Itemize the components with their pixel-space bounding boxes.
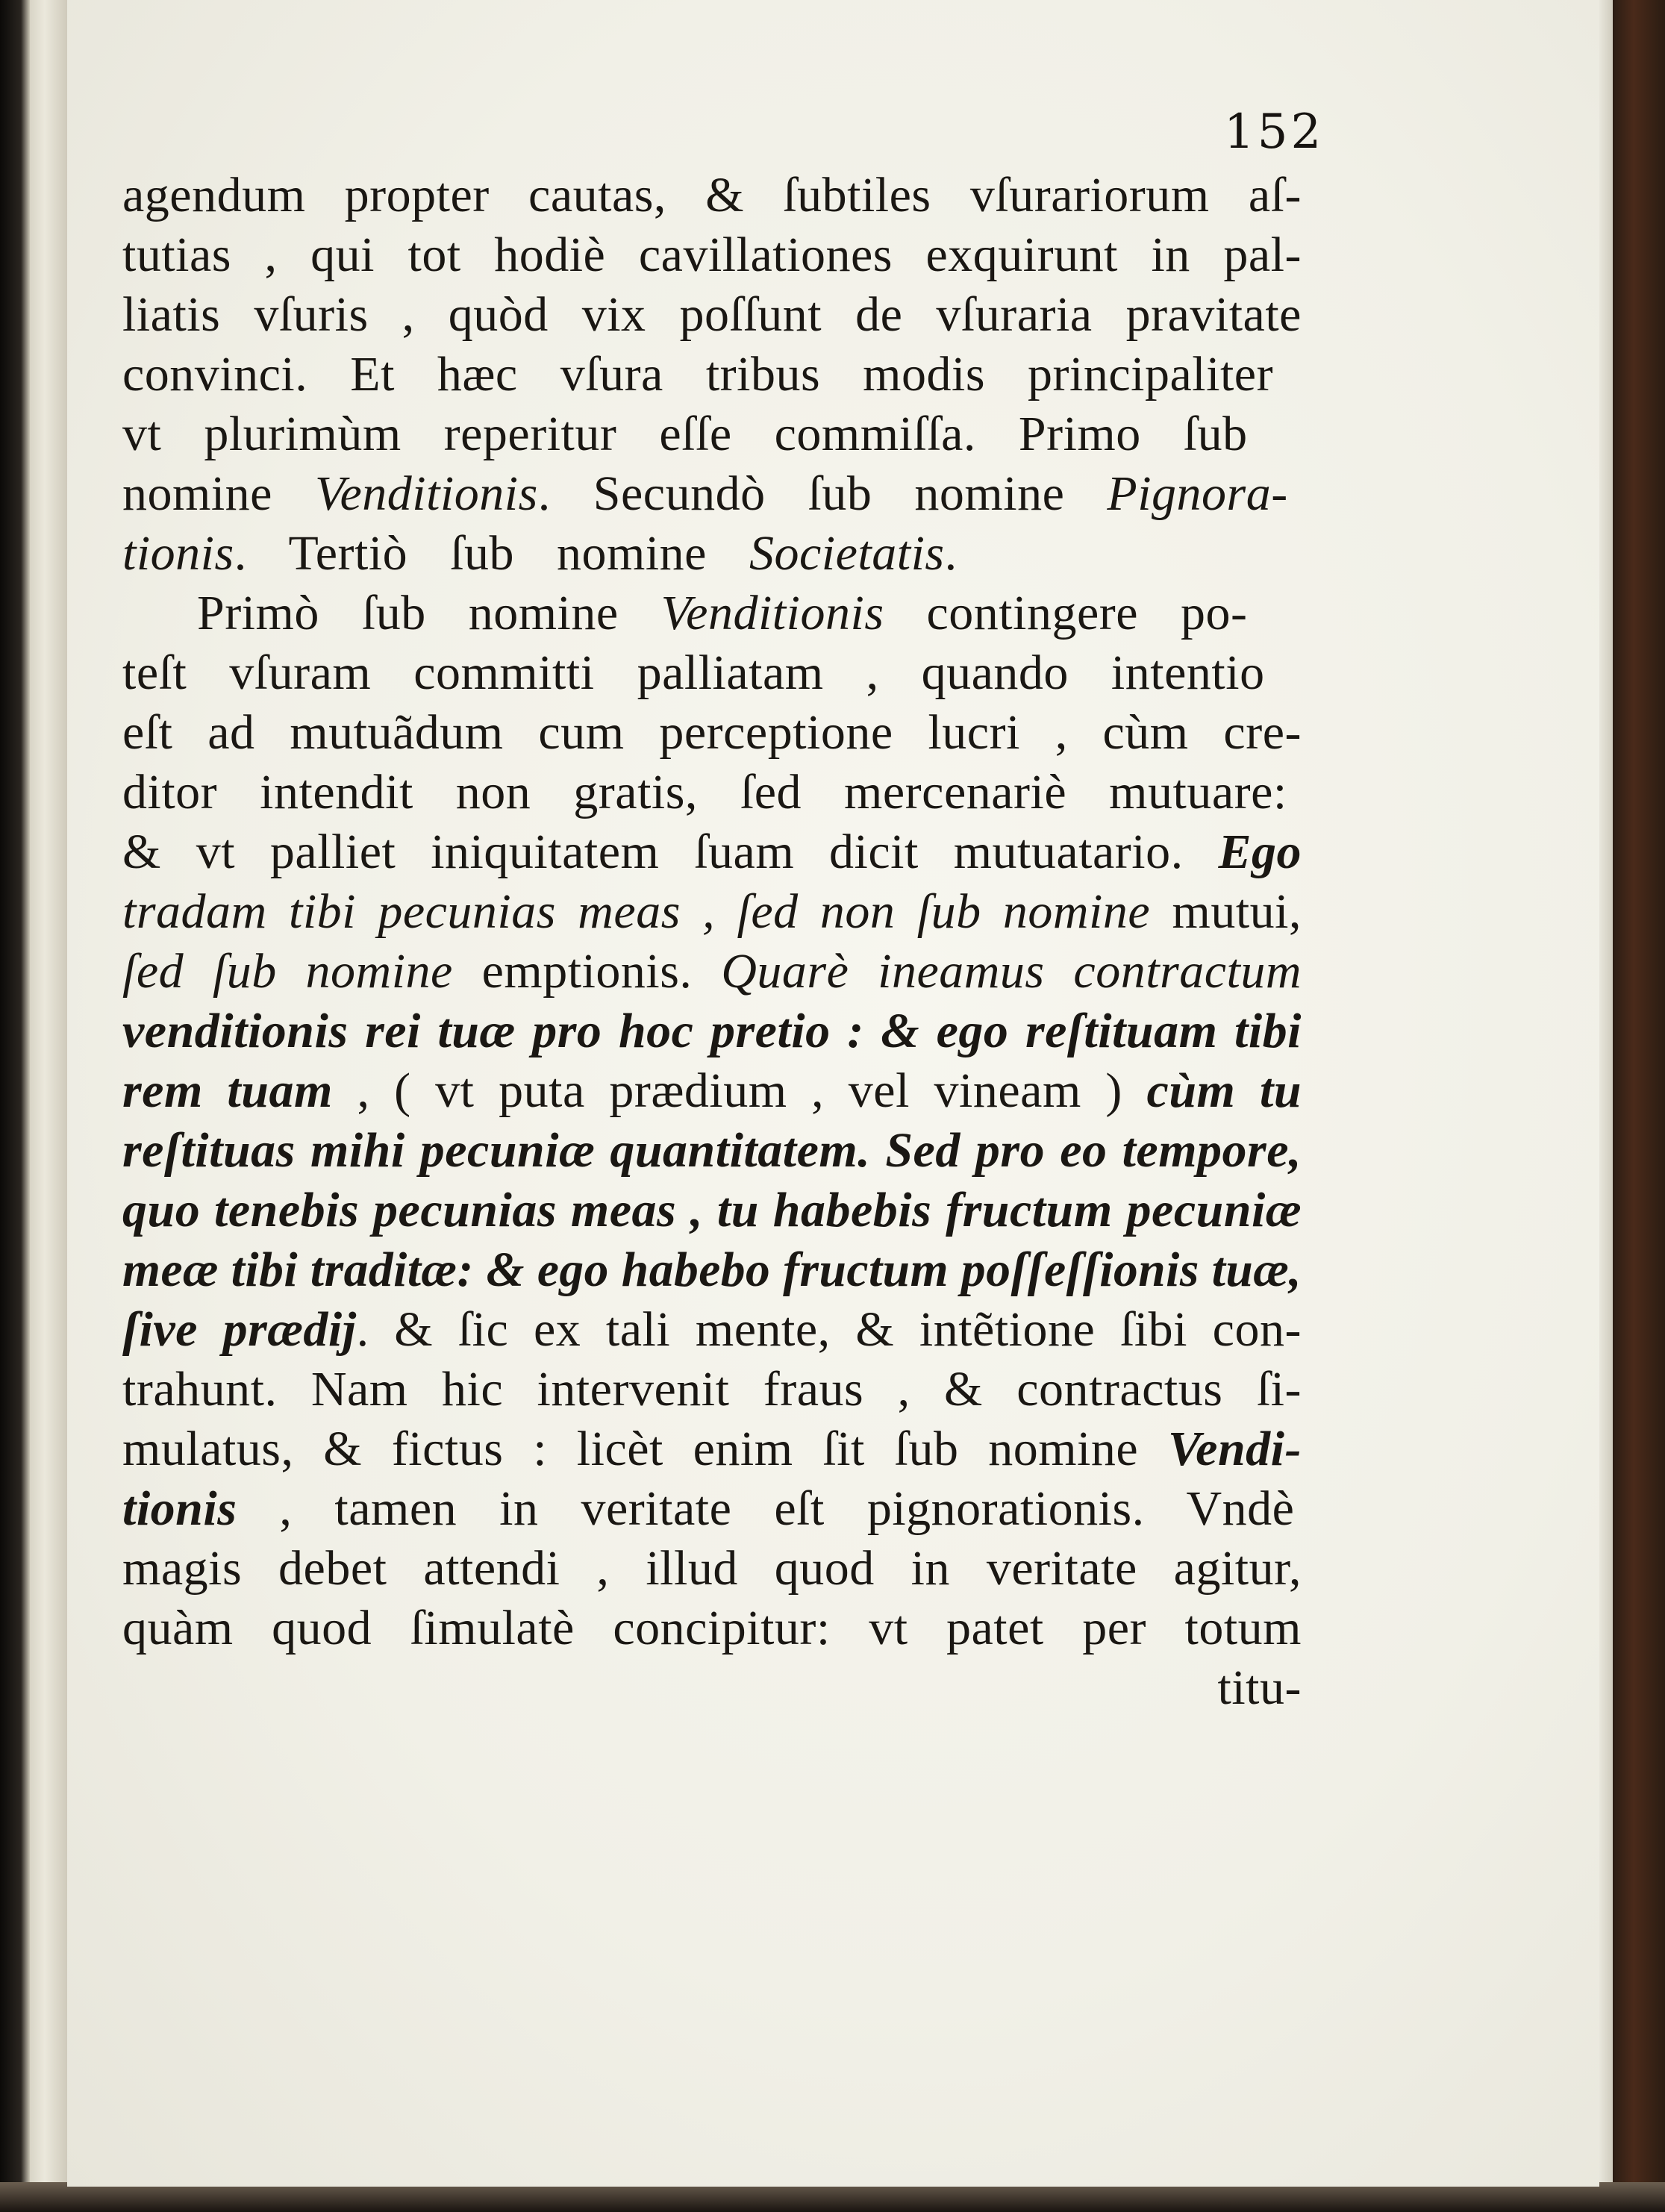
- roman-text: . & ſic ex tali mente, & intẽtione ſibi con-: [356, 1302, 1302, 1357]
- text-line: [122, 1419, 1302, 1479]
- text-line-content: [122, 1061, 1302, 1121]
- roman-text: mulatus, & fictus : licèt enim ſit ſub nomine: [122, 1422, 1168, 1476]
- text-line: [122, 1658, 1302, 1718]
- text-line-content: [122, 166, 1302, 225]
- italic-text: meæ tibi traditæ: & ego habebo fructum poſſeſſionis tuæ,: [122, 1243, 1302, 1297]
- text-line-content: [122, 822, 1302, 882]
- text-line: [122, 1300, 1302, 1360]
- text-line-content: [122, 404, 1248, 464]
- text-line: [122, 882, 1302, 942]
- text-line: [122, 1002, 1302, 1061]
- text-line: [122, 345, 1302, 404]
- text-line-content: [122, 643, 1265, 703]
- text-line: [122, 1240, 1302, 1300]
- italic-text: ſed ſub nomine: [122, 944, 453, 999]
- roman-text: convinci. Et hæc vſura tribus modis principaliter: [122, 347, 1274, 402]
- text-line-content: [122, 703, 1302, 763]
- roman-text: mutui,: [1150, 884, 1302, 939]
- italic-text: Societatis: [749, 526, 945, 581]
- text-line: [122, 285, 1302, 345]
- text-line-content: [1218, 1658, 1302, 1718]
- italic-text: ſive prædij: [122, 1302, 357, 1357]
- text-line-content: [122, 464, 1288, 524]
- text-line-content: [122, 1002, 1302, 1061]
- text-line-content: [122, 763, 1287, 822]
- roman-text: magis debet attendi , illud quod in veritate agitur,: [122, 1541, 1302, 1596]
- text-line-content: [122, 1360, 1302, 1419]
- italic-text: Quarè ineamus contractum: [721, 944, 1302, 999]
- text-line: [122, 584, 1302, 643]
- italic-text: Venditionis: [660, 586, 884, 640]
- roman-text: nomine: [122, 466, 315, 521]
- text-line: [122, 942, 1302, 1002]
- italic-text: cùm tu: [1146, 1063, 1302, 1118]
- text-line: [122, 166, 1302, 225]
- page-edge-right: [1599, 0, 1613, 2212]
- roman-text: . Secundò ſub nomine: [537, 466, 1108, 521]
- roman-text: vt plurimùm reperitur eſſe commiſſa. Primo ſub: [122, 407, 1248, 461]
- body-text: [122, 166, 1302, 1718]
- text-line: [122, 524, 1302, 584]
- roman-text: , tamen in veritate eſt pignorationis. Vndè: [237, 1481, 1295, 1536]
- text-line: [122, 225, 1302, 285]
- italic-text: tradam tibi pecunias meas , ſed non ſub nomine: [122, 884, 1151, 939]
- italic-text: Ego: [1218, 825, 1302, 879]
- roman-text: trahunt. Nam hic intervenit fraus , & contractus ſi-: [122, 1362, 1302, 1416]
- italic-text: tionis: [122, 1481, 237, 1536]
- text-line-content: [122, 524, 958, 584]
- text-line: [122, 1181, 1302, 1240]
- italic-text: Venditionis: [314, 466, 538, 521]
- text-line: [122, 822, 1302, 882]
- roman-text: .: [944, 526, 958, 581]
- text-line: [122, 1539, 1302, 1599]
- text-line: [122, 643, 1302, 703]
- roman-text: teſt vſuram committi palliatam , quando intentio: [122, 646, 1265, 700]
- text-line: [122, 1360, 1302, 1419]
- book-binding-left: [0, 0, 30, 2212]
- italic-text: reſtituas mihi pecuniæ quantitatem. Sed pro eo tempore,: [122, 1123, 1302, 1178]
- text-line-content: [122, 1300, 1302, 1360]
- italic-text: rem tuam: [122, 1063, 333, 1118]
- text-line: [122, 464, 1302, 524]
- text-line-content: [122, 1121, 1302, 1181]
- roman-text: quàm quod ſimulatè concipitur: vt patet per totum: [122, 1601, 1302, 1655]
- text-line: [122, 763, 1302, 822]
- page-edge-left: [30, 0, 67, 2212]
- text-line: [122, 1479, 1302, 1539]
- text-line-content: [122, 1479, 1294, 1539]
- italic-text: venditionis rei tuæ pro hoc pretio : & ego reſtituam tibi: [122, 1004, 1302, 1058]
- text-line-content: [122, 225, 1302, 285]
- book-bottom-edge: [0, 2182, 1665, 2212]
- roman-text: tutias , qui tot hodiè cavillationes exquirunt in pal-: [122, 228, 1302, 282]
- text-line-content: [122, 1599, 1302, 1658]
- text-line-content: [122, 345, 1273, 404]
- roman-text: , ( vt puta prædium , vel vineam ): [332, 1063, 1147, 1118]
- roman-text: agendum propter cautas, & ſubtiles vſurariorum aſ-: [122, 168, 1302, 222]
- italic-text: quo tenebis pecunias meas , tu habebis fructum pecuniæ: [122, 1183, 1302, 1237]
- italic-text: tionis: [122, 526, 234, 581]
- text-line: [122, 1061, 1302, 1121]
- roman-text: eſt ad mutuãdum cum perceptione lucri , cùm cre-: [122, 705, 1302, 760]
- italic-text: Vendi-: [1167, 1422, 1302, 1476]
- roman-text: titu-: [1217, 1660, 1302, 1715]
- text-line: [122, 404, 1302, 464]
- text-line-content: [197, 584, 1248, 643]
- roman-text: & vt palliet iniquitatem ſuam dicit mutuatario.: [122, 825, 1219, 879]
- roman-text: Primò ſub nomine: [197, 586, 661, 640]
- text-line-content: [122, 1240, 1302, 1300]
- roman-text: contingere po-: [884, 586, 1248, 640]
- text-line-content: [122, 1539, 1302, 1599]
- text-line-content: [122, 1419, 1302, 1479]
- italic-text: Pignora-: [1107, 466, 1288, 521]
- page-number: 152: [1224, 104, 1325, 160]
- text-line-content: [122, 882, 1302, 942]
- text-line: [122, 703, 1302, 763]
- text-line: [122, 1121, 1302, 1181]
- book-page: [67, 0, 1599, 2187]
- roman-text: liatis vſuris , quòd vix poſſunt de vſuraria pravitate: [122, 287, 1302, 342]
- text-line: [122, 1599, 1302, 1658]
- book-cover-right: [1613, 0, 1665, 2212]
- roman-text: ditor intendit non gratis, ſed mercenariè mutuare:: [122, 765, 1287, 819]
- text-line-content: [122, 285, 1302, 345]
- roman-text: . Tertiò ſub nomine: [234, 526, 749, 581]
- text-line-content: [122, 1181, 1302, 1240]
- roman-text: emptionis.: [452, 944, 722, 999]
- text-line-content: [122, 942, 1302, 1002]
